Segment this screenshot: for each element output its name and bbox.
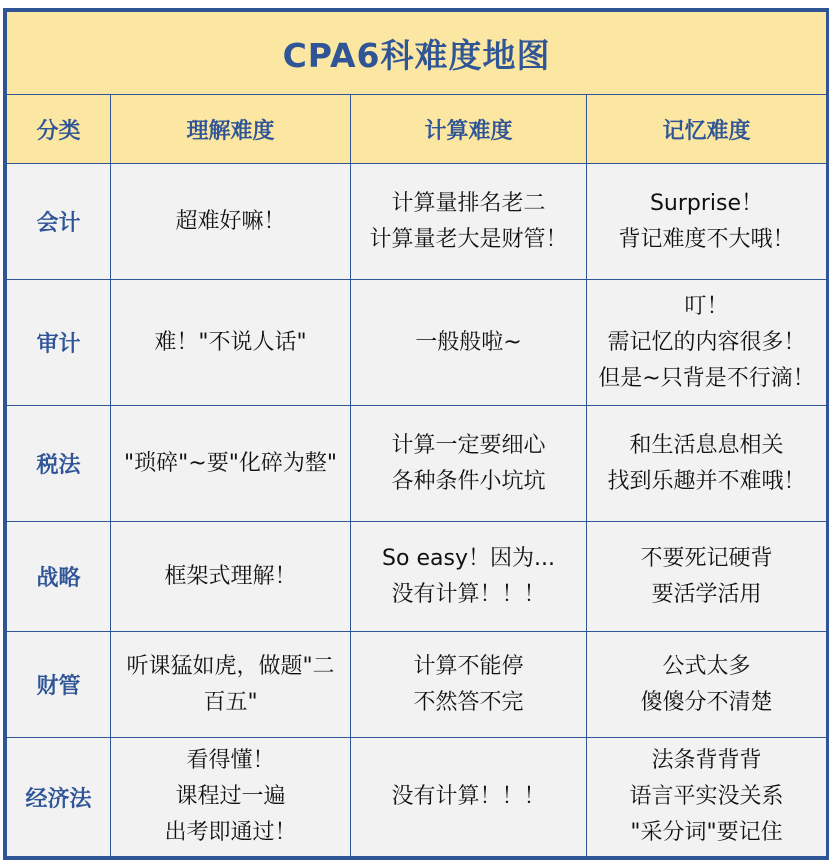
cell-line: 课程过一遍 <box>175 784 286 809</box>
header-row <box>7 95 827 164</box>
cell-line: 背记难度不大哦！ <box>618 226 795 252</box>
memory-cell <box>587 522 827 632</box>
cell-line: So easy！因为... <box>382 545 555 571</box>
cell-line: 百五" <box>203 689 258 715</box>
cell-line: 看得懂！ <box>186 748 275 773</box>
table-row <box>7 738 827 857</box>
table-row <box>7 522 827 632</box>
calculation-cell <box>351 522 587 632</box>
cell-line: 要活学活用 <box>651 581 762 607</box>
table-title: CPA6科难度地图 <box>7 12 827 95</box>
table-row <box>7 632 827 738</box>
cell-line: 语言平实没关系 <box>629 784 784 809</box>
cell-line: 一般般啦~ <box>415 329 522 355</box>
cell-line: 法条背背背 <box>651 748 762 773</box>
cell-line: 超难好嘛！ <box>175 208 286 234</box>
table-row <box>7 164 827 280</box>
header-memory: 记忆难度 <box>587 95 827 164</box>
calculation-cell <box>351 406 587 522</box>
table-row <box>7 406 827 522</box>
category-cell: 财管 <box>7 632 111 738</box>
cell-line: 不然答不完 <box>413 689 524 715</box>
calculation-cell <box>351 164 587 280</box>
category-cell: 审计 <box>7 280 111 406</box>
cell-line: 傻傻分不清楚 <box>640 689 773 715</box>
header-understanding: 理解难度 <box>111 95 351 164</box>
cell-line: 框架式理解！ <box>164 563 297 589</box>
memory-cell <box>587 406 827 522</box>
cell-line: 没有计算！！！ <box>391 581 546 607</box>
cell-line: Surprise！ <box>649 190 764 216</box>
cell-line: 和生活息息相关 <box>629 432 784 458</box>
cell-line: 公式太多 <box>662 653 751 679</box>
memory-cell <box>587 164 827 280</box>
cell-line: "采分词"要记住 <box>630 820 783 845</box>
cell-line: 需记忆的内容很多！ <box>607 329 806 355</box>
cell-line: 难！"不说人话" <box>154 329 307 355</box>
calculation-cell <box>351 632 587 738</box>
cell-line: "琐碎"~要"化碎为整" <box>124 450 337 476</box>
category-cell: 经济法 <box>7 738 111 857</box>
cell-line: 各种条件小坑坑 <box>391 468 546 494</box>
cell-line: 但是~只背是不行滴！ <box>598 365 815 391</box>
calculation-cell <box>351 738 587 857</box>
category-cell: 会计 <box>7 164 111 280</box>
difficulty-map-frame <box>3 8 829 860</box>
cell-line: 计算一定要细心 <box>391 432 546 458</box>
cell-line: 没有计算！！！ <box>391 784 546 809</box>
calculation-cell <box>351 280 587 406</box>
cell-line: 叮！ <box>684 293 729 319</box>
cell-line: 出考即通过！ <box>164 820 297 845</box>
cell-line: 计算量排名老二 <box>391 190 546 216</box>
understanding-cell <box>111 164 351 280</box>
understanding-cell <box>111 406 351 522</box>
understanding-cell <box>111 738 351 857</box>
header-calculation: 计算难度 <box>351 95 587 164</box>
cell-line: 找到乐趣并不难哦！ <box>607 468 806 494</box>
header-category: 分类 <box>7 95 111 164</box>
category-cell: 战略 <box>7 522 111 632</box>
difficulty-table <box>6 11 827 857</box>
title-row <box>7 12 827 95</box>
cell-line: 计算不能停 <box>413 653 524 679</box>
table-row <box>7 280 827 406</box>
understanding-cell <box>111 632 351 738</box>
cell-line: 不要死记硬背 <box>640 545 773 571</box>
understanding-cell <box>111 522 351 632</box>
cell-line: 听课猛如虎，做题"二 <box>126 653 335 679</box>
memory-cell <box>587 280 827 406</box>
cell-line: 计算量老大是财管！ <box>369 226 568 252</box>
understanding-cell <box>111 280 351 406</box>
memory-cell <box>587 632 827 738</box>
memory-cell <box>587 738 827 857</box>
category-cell: 税法 <box>7 406 111 522</box>
